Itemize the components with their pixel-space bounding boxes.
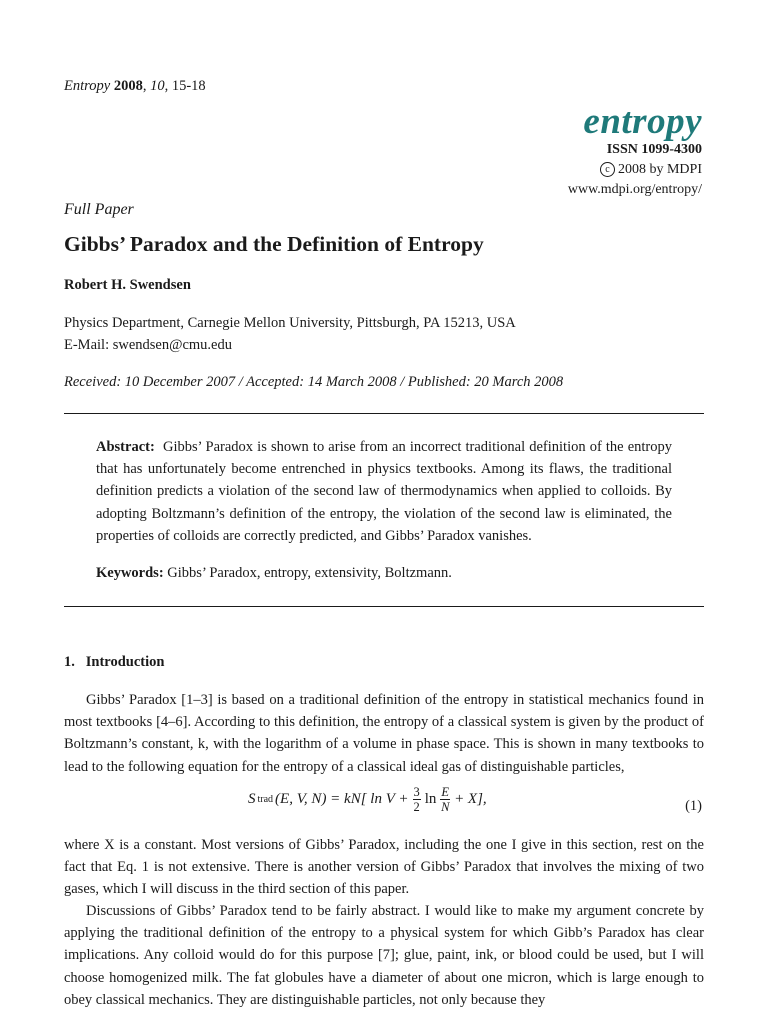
issn: ISSN 1099-4300 [606, 142, 702, 157]
equation-1: S trad (E, V, N) = kN[ ln V + $\frac{3}{2}$ ln $\frac{E}{N}$ + X], [248, 785, 487, 814]
divider-bottom [64, 606, 704, 607]
journal-volume: 10 [150, 78, 165, 94]
copyright-icon: c [600, 162, 615, 177]
copyright-text: 2008 by MDPI [617, 162, 702, 177]
publication-dates: Received: 10 December 2007 / Accepted: 14 March 2008 / Published: 20 March 2008 [64, 374, 564, 390]
journal-name: Entropy [64, 78, 111, 94]
journal-url[interactable]: www.mdpi.org/entropy/ [567, 182, 702, 197]
keywords [96, 565, 452, 582]
abstract-label: Abstract: [96, 439, 155, 455]
equation-number: (1) [685, 798, 702, 814]
paragraph-1: Gibbs’ Paradox [1–3] is based on a traditional definition of the entropy in statistical mechanics found in most textbooks [4–6]. According to this definition, the entropy of a classical system is given by the product of Boltzmann’s constant, k, with the logarithm of a volume in phase space. This is shown in many textbooks to lead to the following equation for the entropy of a classical ideal gas of distinguishable particles, [64, 692, 704, 775]
author-name: Robert H. Swendsen [64, 277, 191, 293]
copyright [600, 162, 702, 178]
paragraph-3: Discussions of Gibbs’ Paradox tend to be fairly abstract. I would like to make my argument concrete by applying the traditional definition of the entropy to a physical system for which Gibb’s Paradox has clear implications. Any colloid would do for this purpose [7]; glue, paint, ink, or blood could be used, but I will choose homogenized milk. The fat globules have a diameter of about one micron, which is large enough to obey classical mechanics. They are distinguishable particles, not only because they [64, 903, 704, 1008]
affiliation: Physics Department, Carnegie Mellon University, Pittsburgh, PA 15213, USA [64, 315, 516, 331]
section-heading: 1. Introduction [64, 654, 165, 670]
abstract-text: Gibbs’ Paradox is shown to arise from an incorrect traditional definition of the entropy that has unfortunately become entrenched in physics textbooks. Among its flaws, the traditional definition predicts a violation of the second law of thermodynamics when applied to colloids. By adopting Boltzmann’s definition of the entropy, the violation of the second law is eliminated, the properties of colloids are correctly predicted, and Gibbs’ Paradox vanishes. [96, 439, 673, 544]
paper-title: Gibbs’ Paradox and the Definition of Entropy [64, 232, 484, 256]
author-email[interactable]: E-Mail: swendsen@cmu.edu [64, 337, 232, 353]
journal-citation: Entropy 2008, 10, 15-18 [64, 78, 206, 94]
divider-top [64, 413, 704, 414]
paper-type: Full Paper [64, 201, 134, 218]
journal-logo: entropy [583, 101, 702, 142]
journal-pages: 15-18 [171, 78, 206, 94]
journal-year: 2008 [113, 78, 143, 94]
keywords-label: Keywords: [96, 565, 164, 581]
keywords-text: Gibbs’ Paradox, entropy, extensivity, Boltzmann. [167, 565, 452, 581]
paragraph-2: where X is a constant. Most versions of Gibbs’ Paradox, including the one I give in this section, rest on the fact that Eq. 1 is not extensive. There is another version of Gibbs’ Paradox that involves the mixing of two gases, which I will discuss in the third section of this paper. [64, 837, 704, 898]
abstract [96, 436, 672, 547]
